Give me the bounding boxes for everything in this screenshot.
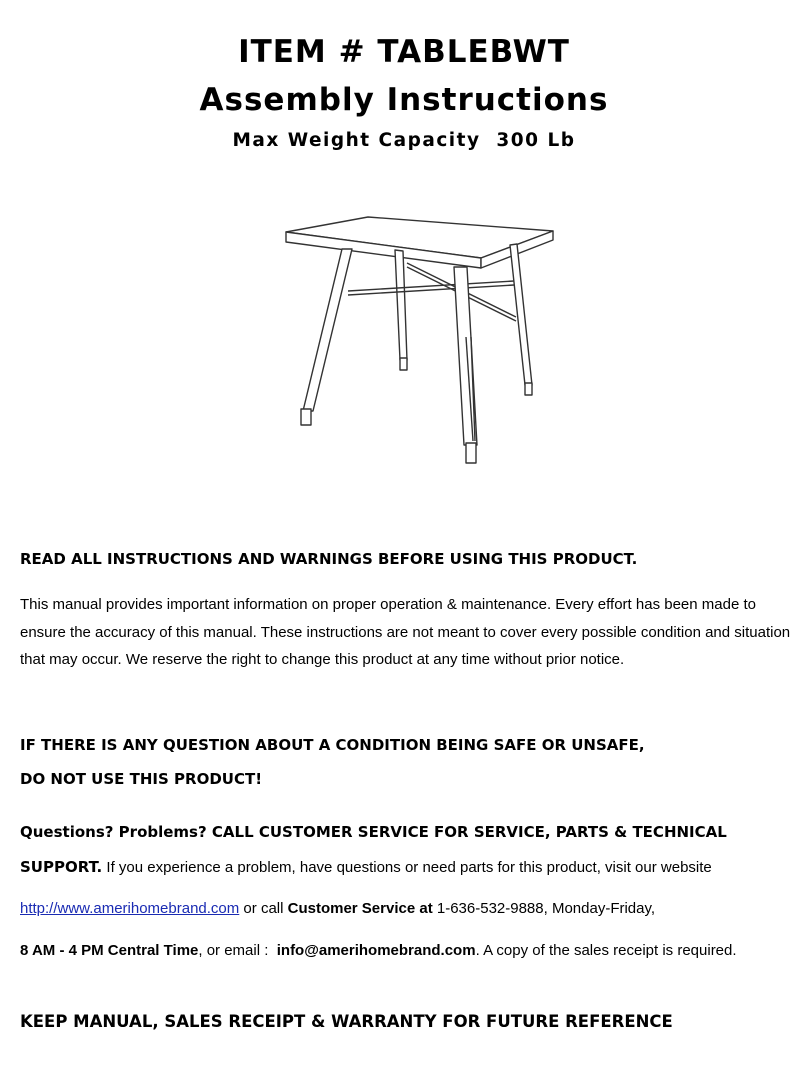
keep-manual-notice: KEEP MANUAL, SALES RECEIPT & WARRANTY FOR FUTURE REFERENCE (20, 1012, 673, 1031)
receipt-note: . A copy of the sales receipt is required. (475, 942, 737, 959)
max-weight-capacity: Max Weight Capacity 300 Lb (232, 130, 576, 151)
questions-text: If you experience a problem, have questions or need parts for this product, visit our website (102, 859, 712, 876)
or-call-text: or call (239, 900, 288, 917)
intro-paragraph: This manual provides important information on proper operation & maintenance. Every effort has been made to ensure the accuracy of this manual. These instructions are not meant to cover every possible condition and situation that may occur. We reserve the right to change this product at any time without prior notice. (20, 596, 791, 668)
contact-line-website (20, 896, 795, 922)
safety-warning-line-1: IF THERE IS ANY QUESTION ABOUT A CONDITION BEING SAFE OR UNSAFE, (20, 736, 645, 754)
customer-service-label: Customer Service at (287, 900, 433, 917)
item-number-title: ITEM # TABLEBWT (238, 34, 570, 70)
table-illustration (270, 205, 570, 495)
safety-warning-line-2: DO NOT USE THIS PRODUCT! (20, 770, 263, 788)
questions-heading: Questions? Problems? CALL CUSTOMER SERVICE FOR SERVICE, PARTS & TECHNICAL SUPPORT. (20, 823, 727, 876)
service-hours: 8 AM - 4 PM Central Time (20, 942, 199, 959)
safety-warning (20, 728, 795, 796)
email-address[interactable]: info@amerihomebrand.com (276, 942, 476, 959)
read-instructions-warning: READ ALL INSTRUCTIONS AND WARNINGS BEFORE USING THIS PRODUCT. (20, 550, 638, 568)
questions-paragraph (20, 815, 795, 885)
contact-line-hours (20, 938, 795, 964)
table-illustration-icon (270, 205, 570, 495)
website-link[interactable]: http://www.amerihomebrand.com (20, 900, 240, 917)
phone-text: 1-636-532-9888, Monday-Friday, (432, 900, 656, 917)
or-email-text: , or email : (198, 942, 277, 959)
document-header (0, 28, 808, 156)
assembly-instructions-title: Assembly Instructions (199, 82, 609, 118)
